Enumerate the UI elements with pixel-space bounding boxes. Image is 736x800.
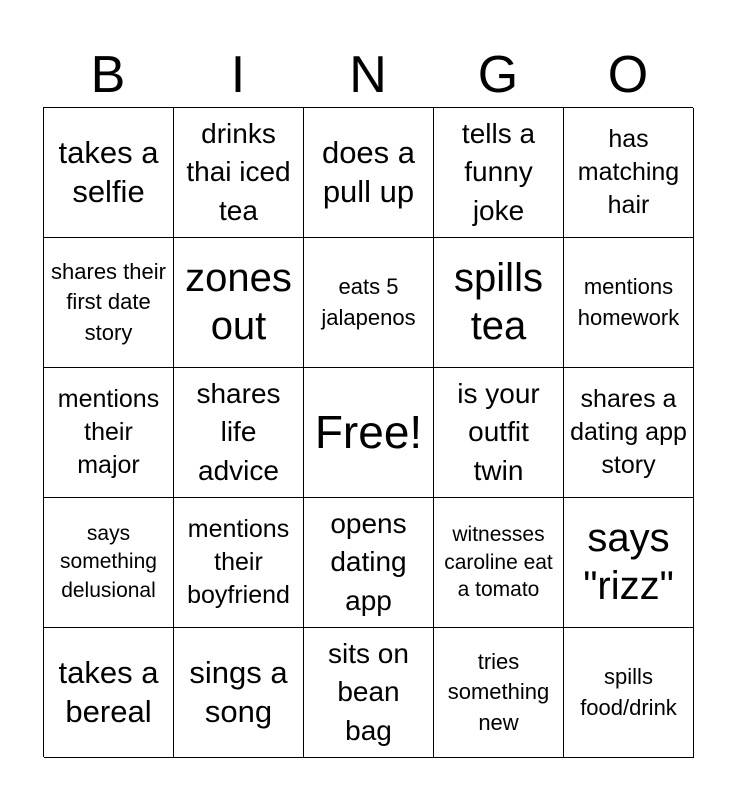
cell-label: spills food/drink [580, 664, 677, 720]
bingo-cell[interactable] [174, 368, 304, 498]
header-letter-i: I [230, 46, 246, 104]
header-letter-b: B [90, 46, 126, 104]
cell-label: says something delusional [60, 521, 157, 602]
cell-label: takes a selfie [58, 134, 159, 209]
cell-label: says "rizz" [583, 516, 674, 608]
bingo-cell[interactable] [304, 238, 434, 368]
bingo-cell[interactable] [304, 108, 434, 238]
cell-label: shares their first date story [51, 258, 166, 345]
cell-label: drinks thai iced tea [186, 118, 291, 226]
bingo-cell[interactable] [434, 628, 564, 758]
cell-label: witnesses caroline eat a tomato [444, 522, 553, 602]
bingo-cell[interactable] [564, 108, 694, 238]
bingo-cell[interactable] [564, 498, 694, 628]
bingo-cell[interactable] [434, 498, 564, 628]
bingo-cell[interactable] [44, 628, 174, 758]
bingo-cell[interactable] [564, 368, 694, 498]
bingo-cell[interactable] [44, 108, 174, 238]
cell-label: shares a dating app story [570, 385, 687, 479]
bingo-cell[interactable] [174, 238, 304, 368]
cell-label: has matching hair [577, 125, 680, 219]
bingo-cell[interactable] [44, 498, 174, 628]
bingo-cell[interactable] [174, 498, 304, 628]
cell-label: takes a bereal [58, 654, 159, 729]
bingo-grid [43, 107, 693, 757]
cell-label: does a pull up [321, 134, 416, 209]
cell-label: sits on bean bag [328, 638, 409, 746]
bingo-cell[interactable] [44, 368, 174, 498]
bingo-cell[interactable] [564, 628, 694, 758]
cell-label: spills tea [454, 256, 543, 348]
free-space-label: Free! [314, 406, 423, 459]
cell-label: tells a funny joke [461, 118, 536, 226]
bingo-cell[interactable] [564, 238, 694, 368]
bingo-header [43, 44, 693, 106]
bingo-cell[interactable] [304, 498, 434, 628]
cell-label: mentions their boyfriend [187, 515, 290, 609]
bingo-cell[interactable] [434, 238, 564, 368]
cell-label: mentions their major [57, 385, 160, 479]
bingo-cell[interactable] [434, 108, 564, 238]
header-letter-g: G [477, 46, 519, 104]
header-letter-o: O [607, 46, 649, 104]
cell-label: tries something new [447, 648, 550, 735]
cell-label: eats 5 jalapenos [321, 274, 416, 330]
cell-label: sings a song [189, 654, 288, 729]
free-space-cell[interactable] [304, 368, 434, 498]
bingo-cell[interactable] [174, 108, 304, 238]
cell-label: opens dating app [330, 508, 407, 616]
header-letter-n: N [349, 46, 387, 104]
bingo-cell[interactable] [174, 628, 304, 758]
bingo-cell[interactable] [434, 368, 564, 498]
bingo-cell[interactable] [304, 628, 434, 758]
bingo-cell[interactable] [44, 238, 174, 368]
cell-label: shares life advice [196, 378, 281, 486]
cell-label: is your outfit twin [457, 378, 540, 486]
cell-label: mentions homework [577, 274, 680, 330]
cell-label: zones out [185, 256, 292, 348]
